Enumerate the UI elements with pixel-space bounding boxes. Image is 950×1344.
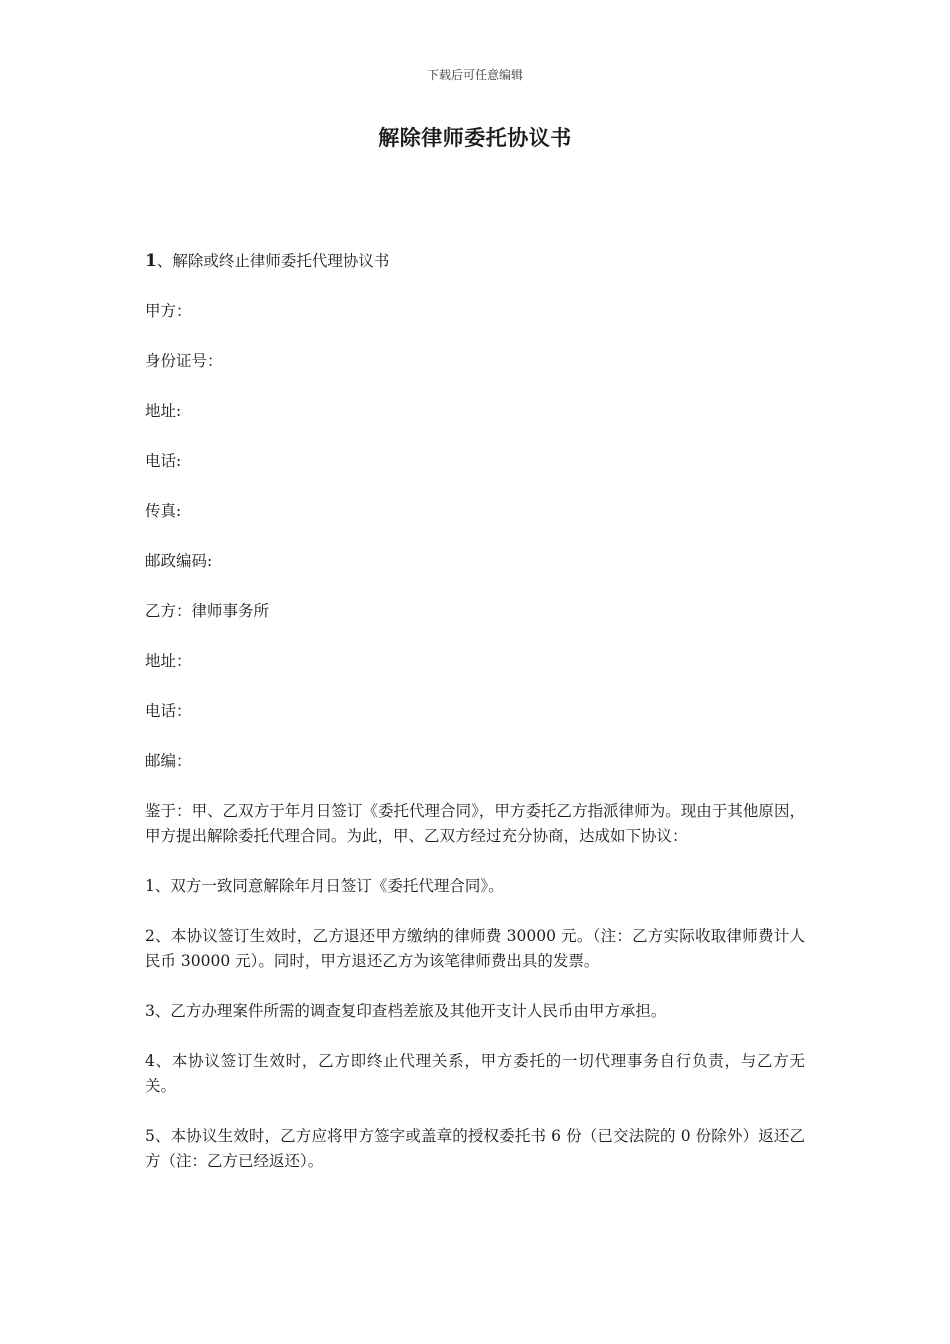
party-a-postcode: 邮政编码:	[145, 552, 213, 570]
clause-4: 4、本协议签订生效时，乙方即终止代理关系，甲方委托的一切代理事务自行负责，与乙方无关。	[145, 1052, 805, 1095]
section-heading	[145, 249, 805, 274]
party-a-phone: 电话:	[145, 452, 182, 470]
party-b-postcode: 邮编：	[145, 752, 192, 770]
clause-5: 5、本协议生效时，乙方应将甲方签字或盖章的授权委托书 6 份（已交法院的 0 份除外）返还乙方（注：乙方已经返还）。	[145, 1127, 805, 1170]
document-title: 解除律师委托协议书	[378, 126, 572, 150]
section-title: 、解除或终止律师委托代理协议书	[156, 252, 390, 270]
header-note: 下载后可任意编辑	[426, 68, 523, 82]
clause-3: 3、乙方办理案件所需的调查复印查档差旅及其他开支计人民币由甲方承担。	[145, 1002, 667, 1020]
clause-1: 1、双方一致同意解除年月日签订《委托代理合同》。	[145, 877, 504, 895]
preamble-paragraph: 鉴于：甲、乙双方于年月日签订《委托代理合同》，甲方委托乙方指派律师为。现由于其他原因，甲方提出解除委托代理合同。为此，甲、乙双方经过充分协商，达成如下协议：	[145, 802, 805, 845]
party-b-name: 乙方：律师事务所	[145, 602, 270, 620]
party-a-name: 甲方：	[145, 302, 192, 320]
party-b-address: 地址：	[145, 652, 192, 670]
section-number: 1	[145, 251, 157, 271]
party-a-fax: 传真:	[145, 502, 182, 520]
party-a-id-number: 身份证号：	[145, 352, 223, 370]
clause-2: 2、本协议签订生效时，乙方退还甲方缴纳的律师费 30000 元。（注：乙方实际收取律师费计人民币 30000 元）。同时，甲方退还乙方为该笔律师费出具的发票。	[145, 927, 805, 970]
document-body	[145, 249, 805, 1199]
party-a-address: 地址:	[145, 402, 182, 420]
party-b-phone: 电话：	[145, 702, 192, 720]
